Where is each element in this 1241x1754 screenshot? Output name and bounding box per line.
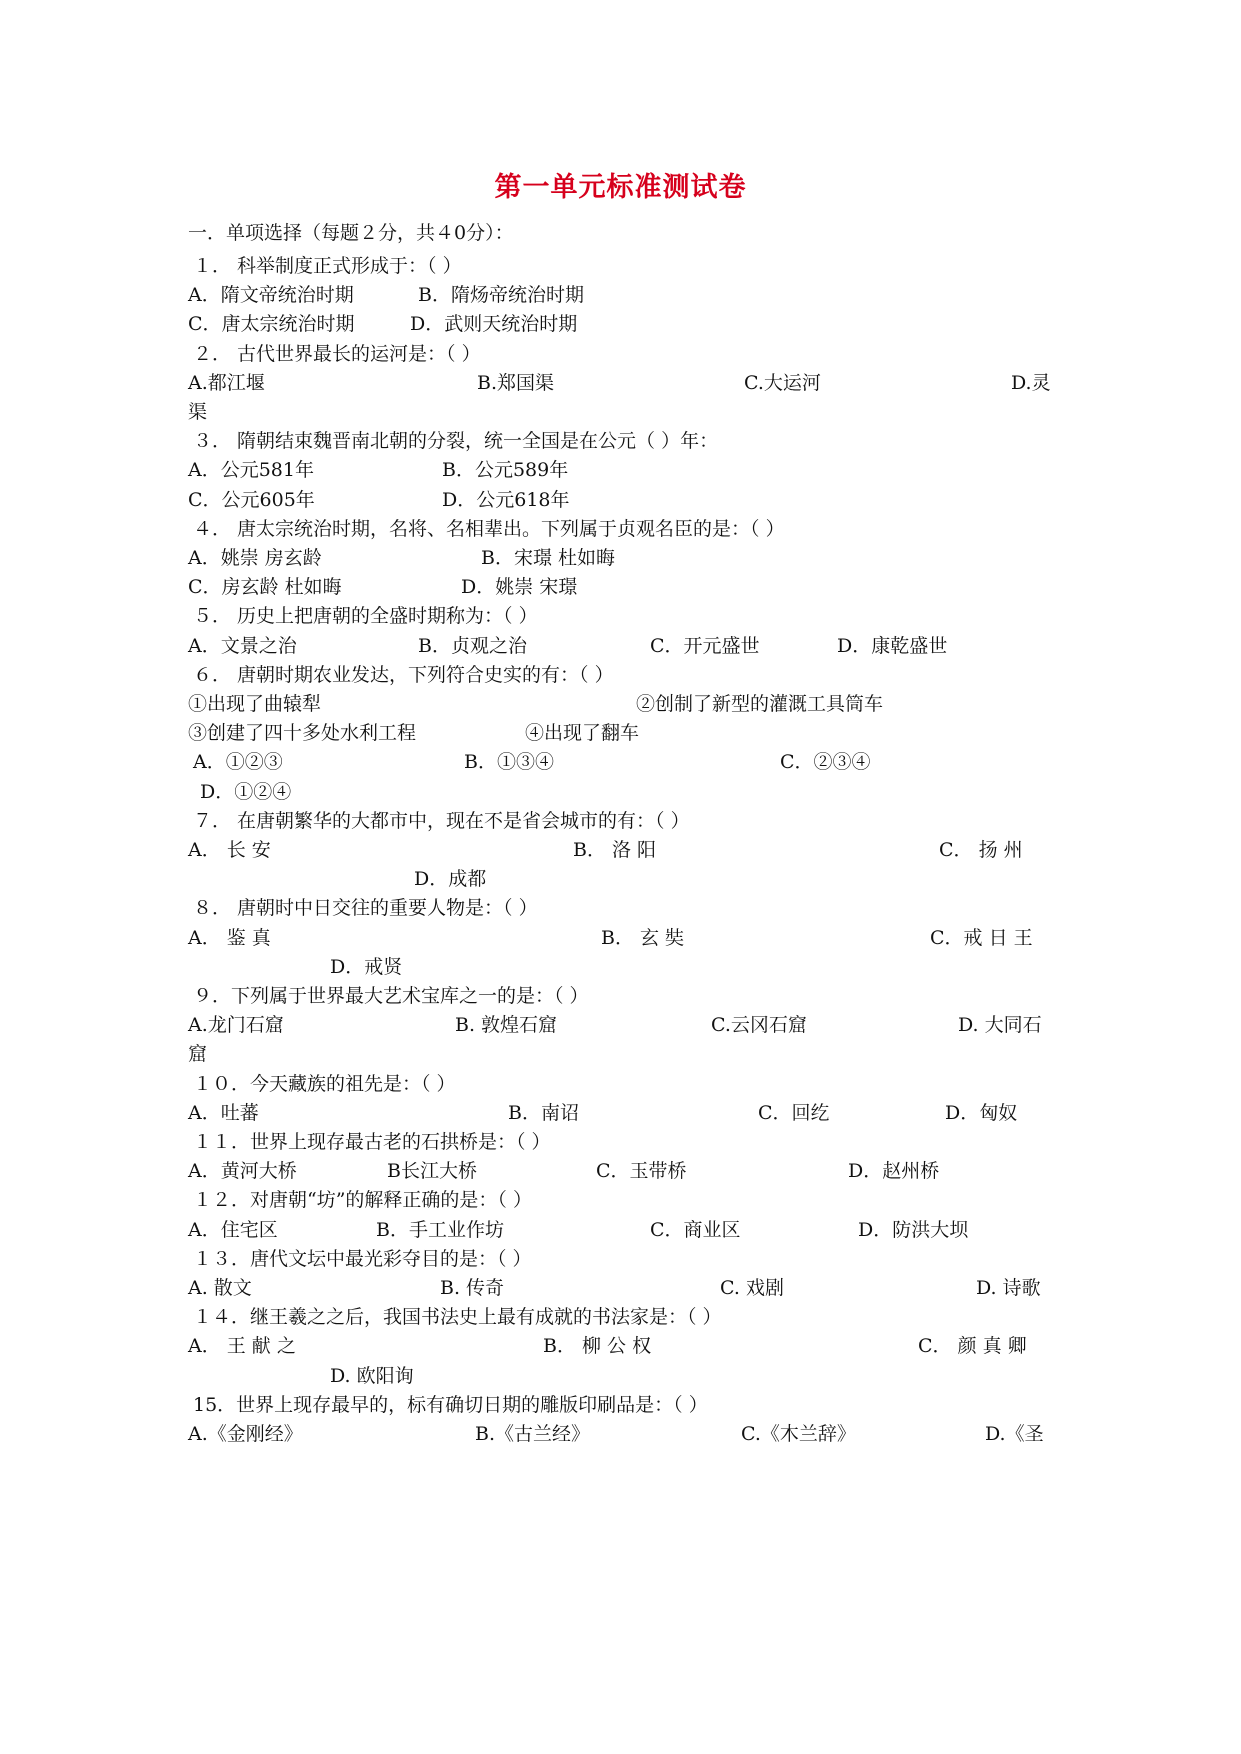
text-line: [0, 805, 1241, 837]
text-segment: １０．今天藏族的祖先是：（ ）: [193, 1072, 456, 1095]
text-segment: １． 科举制度正式形成于：（ ）: [193, 255, 462, 277]
text-line: [0, 688, 1241, 720]
text-segment: B．公元589年: [442, 459, 569, 482]
text-segment: C. 戏剧: [720, 1277, 784, 1299]
text-line: [0, 1126, 1241, 1158]
text-segment: A． 长 安: [188, 839, 271, 861]
text-segment: ２． 古代世界最长的运河是：（ ）: [193, 342, 481, 365]
text-segment: B．宋璟 杜如晦: [481, 547, 616, 569]
text-segment: D．戒贤: [330, 955, 403, 978]
text-line: [0, 1184, 1241, 1216]
text-line: [0, 308, 1241, 340]
text-segment: B． 洛 阳: [573, 839, 657, 861]
page-title: 第一单元标准测试卷: [494, 172, 747, 203]
text-line: [0, 630, 1241, 662]
text-line: [0, 717, 1241, 749]
text-segment: D．康乾盛世: [837, 634, 948, 657]
text-segment: C． 颜 真 卿: [918, 1335, 1027, 1358]
text-segment: B． 玄 奘: [601, 926, 685, 949]
text-line: [0, 892, 1241, 924]
text-line: [0, 1038, 1241, 1070]
text-line: [0, 338, 1241, 370]
text-line: [0, 542, 1241, 574]
text-segment: ９．下列属于世界最大艺术宝库之一的是：（ ）: [193, 985, 589, 1007]
text-line: [0, 659, 1241, 691]
text-segment: 渠: [188, 401, 208, 423]
text-segment: D. 诗歌: [976, 1277, 1041, 1299]
text-segment: B．手工业作坊: [376, 1218, 504, 1241]
text-segment: B．南诏: [508, 1101, 579, 1124]
text-segment: C．②③④: [780, 751, 871, 774]
text-segment: ４． 唐太宗统治时期，名将、名相辈出。下列属于贞观名臣的是：（ ）: [193, 517, 785, 540]
text-segment: B. 传奇: [440, 1277, 505, 1299]
text-segment: C.《木兰辞》: [741, 1423, 856, 1445]
text-segment: D．姚崇 宋璟: [461, 576, 578, 599]
text-segment: B.《古兰经》: [475, 1423, 591, 1445]
section-heading: 一．单项选择（每题２分，共４0分）：: [188, 222, 514, 244]
text-segment: ３． 隋朝结束魏晋南北朝的分裂，统一全国是在公元（ ）年：: [193, 430, 719, 453]
text-line: [0, 1009, 1241, 1041]
text-segment: D．武则天统治时期: [410, 313, 578, 336]
text-segment: A.都江堰: [188, 371, 265, 394]
text-segment: A． 王 献 之: [188, 1335, 296, 1358]
text-segment: C.云冈石窟: [711, 1014, 807, 1037]
text-line: [0, 571, 1241, 603]
text-segment: A． 鉴 真: [188, 926, 271, 949]
text-segment: A．吐蕃: [188, 1101, 259, 1124]
text-segment: C．回纥: [758, 1101, 830, 1124]
text-line: [0, 863, 1241, 895]
text-segment: １４．继王羲之之后，我国书法史上最有成就的书法家是：（ ）: [193, 1306, 722, 1329]
text-line: [0, 1155, 1241, 1187]
text-segment: C．商业区: [650, 1218, 741, 1241]
text-segment: D. 欧阳询: [330, 1364, 414, 1387]
text-line: [0, 1097, 1241, 1129]
text-line: [0, 396, 1241, 428]
text-segment: A．姚崇 房玄龄: [188, 547, 322, 569]
text-segment: C.大运河: [744, 371, 821, 394]
text-segment: C．玉带桥: [596, 1160, 687, 1183]
text-line: [0, 1418, 1241, 1450]
text-segment: 窟: [188, 1043, 208, 1066]
text-segment: C．开元盛世: [650, 634, 760, 657]
text-segment: D．成都: [414, 868, 487, 891]
text-line: [0, 834, 1241, 866]
text-line: [0, 367, 1241, 399]
text-line: [0, 1389, 1241, 1421]
text-line: [0, 1272, 1241, 1304]
text-segment: D．①②④: [200, 780, 292, 803]
text-segment: １３．唐代文坛中最光彩夺目的是：（ ）: [193, 1247, 532, 1270]
text-line: [0, 922, 1241, 954]
text-segment: ６． 唐朝时期农业发达，下列符合史实的有：（ ）: [193, 663, 614, 686]
text-segment: D.灵: [1011, 371, 1051, 394]
text-line: [0, 600, 1241, 632]
text-segment: A.龙门石窟: [188, 1014, 284, 1037]
text-segment: B．贞观之治: [418, 634, 527, 657]
text-segment: C． 扬 州: [939, 839, 1023, 861]
text-segment: D．匈奴: [945, 1101, 1018, 1124]
text-segment: １２．对唐朝“坊”的解释正确的是：（ ）: [193, 1189, 532, 1212]
text-line: [0, 484, 1241, 516]
text-segment: D．防洪大坝: [858, 1218, 969, 1241]
text-segment: ③创建了四十多处水利工程: [188, 722, 417, 745]
text-segment: ７． 在唐朝繁华的大都市中，现在不是省会城市的有：（ ）: [193, 809, 690, 832]
text-line: [0, 1214, 1241, 1246]
text-segment: ②创制了新型的灌溉工具筒车: [636, 693, 884, 715]
text-segment: D. 大同石: [958, 1014, 1042, 1037]
text-line: [0, 1068, 1241, 1100]
text-segment: A．①②③: [193, 751, 283, 774]
text-segment: C．戒 日 王: [930, 926, 1033, 949]
text-line: [0, 1360, 1241, 1392]
text-line: [0, 250, 1241, 282]
text-line: [0, 1330, 1241, 1362]
text-segment: A．隋文帝统治时期: [188, 284, 354, 307]
text-segment: D．赵州桥: [848, 1160, 940, 1183]
text-line: [0, 980, 1241, 1012]
text-segment: １１．世界上现存最古老的石拱桥是：（ ）: [193, 1131, 551, 1153]
text-segment: B长江大桥: [387, 1160, 477, 1183]
text-segment: B. 敦煌石窟: [455, 1014, 558, 1037]
text-line: [0, 425, 1241, 457]
text-segment: ８． 唐朝时中日交往的重要人物是：（ ）: [193, 897, 538, 920]
text-line: [0, 776, 1241, 808]
text-segment: ①出现了曲辕犁: [188, 693, 322, 715]
text-line: [0, 454, 1241, 486]
text-line: [0, 513, 1241, 545]
text-segment: ④出现了翻车: [525, 722, 640, 745]
text-segment: A．住宅区: [188, 1218, 278, 1241]
text-segment: B．隋炀帝统治时期: [418, 284, 584, 307]
text-segment: A.《金刚经》: [188, 1423, 303, 1445]
text-segment: B． 柳 公 权: [543, 1335, 652, 1358]
text-segment: B.郑国渠: [477, 371, 555, 394]
text-segment: A．黄河大桥: [188, 1160, 297, 1183]
text-segment: B．①③④: [464, 751, 554, 774]
text-segment: ５． 历史上把唐朝的全盛时期称为：（ ）: [193, 605, 538, 628]
text-line: [0, 951, 1241, 983]
text-segment: A. 散文: [188, 1277, 252, 1299]
text-segment: D.《圣: [985, 1423, 1044, 1445]
text-segment: C．唐太宗统治时期: [188, 313, 355, 336]
text-line: [0, 279, 1241, 311]
text-line: [0, 1243, 1241, 1275]
text-line: [0, 1301, 1241, 1333]
text-line: [0, 746, 1241, 778]
text-segment: C．公元605年: [188, 488, 315, 511]
text-segment: C．房玄龄 杜如晦: [188, 576, 342, 599]
text-segment: D．公元618年: [442, 488, 570, 511]
text-segment: 15．世界上现存最早的，标有确切日期的雕版印刷品是：（ ）: [193, 1393, 708, 1416]
text-segment: A．公元581年: [188, 459, 314, 482]
text-segment: A．文景之治: [188, 634, 297, 657]
